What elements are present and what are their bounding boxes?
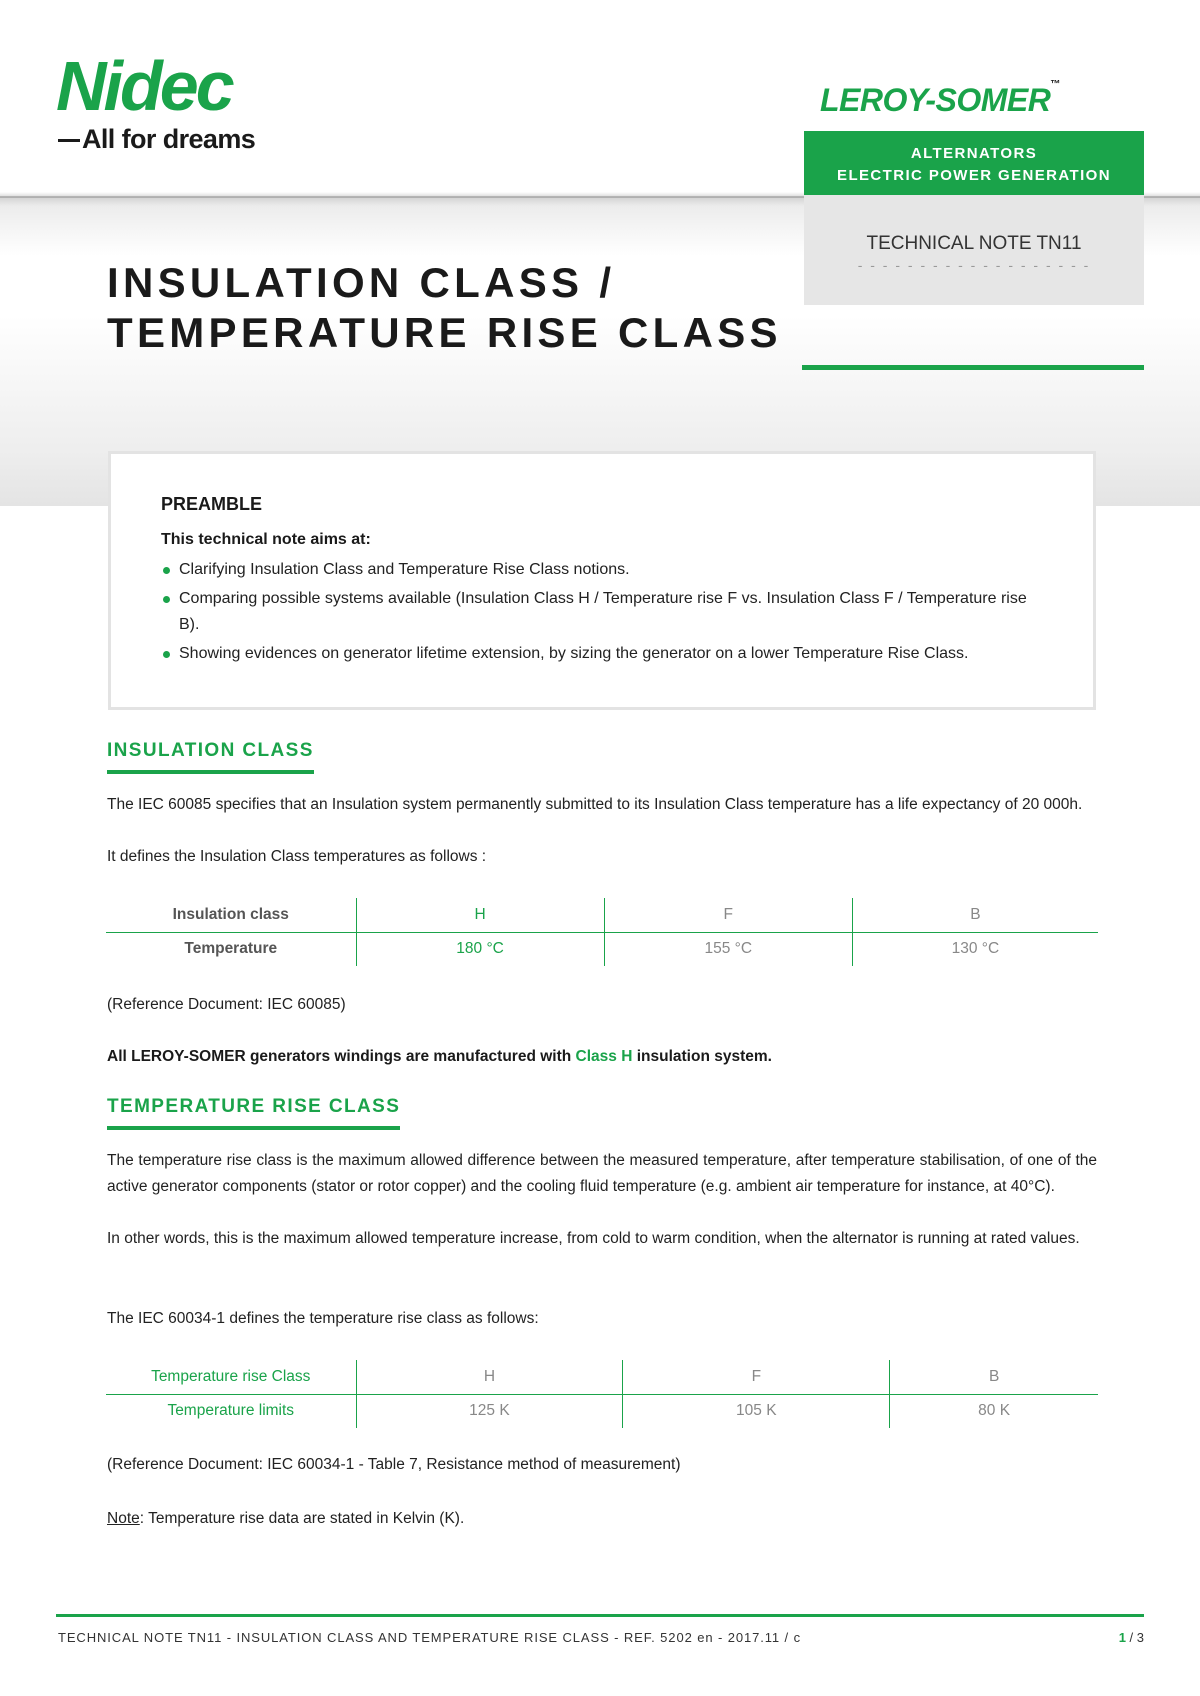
table-header-cell: Insulation class [106, 898, 356, 932]
table-cell: H [356, 1360, 623, 1394]
trademark-symbol: ™ [1050, 79, 1060, 91]
leroy-somer-logo [820, 79, 1060, 119]
table-cell: H [356, 898, 604, 932]
page-number [1119, 1630, 1144, 1645]
temperature-rise-paragraph-1: The temperature rise class is the maximum allowed difference between the measured temperature, after temperature stabilisation, of one of the active generator components (stator or rotor copper) and the cooling fluid temperature (e.g. ambient air temperature for instance, at 40°C). [107, 1152, 1097, 1195]
nidec-logo [56, 52, 312, 122]
table-header-cell: Temperature [184, 940, 278, 958]
leroy-somer-logo-text: LEROY-SOMER [820, 82, 1051, 118]
table-cell: B [890, 1360, 1098, 1394]
table-cell: B [852, 898, 1098, 932]
table-row [106, 898, 1098, 932]
preamble-item-text: Showing evidences on generator lifetime extension, by sizing the generator on a lower Temperature Rise Class. [179, 645, 969, 662]
table-cell: F [604, 898, 852, 932]
preamble-item-text: Comparing possible systems available (Insulation Class H / Temperature rise F vs. Insulation Class F / Temperature rise B). [179, 590, 1027, 633]
preamble-list [161, 557, 1043, 667]
footer-text: TECHNICAL NOTE TN11 - INSULATION CLASS AND TEMPERATURE RISE CLASS - REF. 5202 en - 2017.11 / c [58, 1630, 801, 1645]
statement-text: All LEROY-SOMER generators windings are manufactured with [107, 1048, 576, 1065]
table-cell: F [623, 1360, 890, 1394]
category-line-1: ALTERNATORS [910, 145, 1038, 162]
title-rule [802, 365, 1144, 370]
list-item [161, 586, 1043, 638]
temperature-rise-heading [107, 1096, 400, 1130]
nidec-tagline [58, 124, 255, 155]
category-banner [804, 131, 1144, 195]
preamble-aim: This technical note aims at: [161, 531, 371, 548]
list-item [161, 557, 1043, 583]
statement-text-end: insulation system. [632, 1048, 772, 1065]
heading-underline [107, 770, 314, 774]
preamble-item-text: Clarifying Insulation Class and Temperature Rise Class notions. [179, 561, 630, 578]
table-cell: 80 K [890, 1394, 1098, 1428]
table-cell: 130 °C [852, 932, 1098, 966]
temperature-rise-reference: (Reference Document: IEC 60034-1 - Table 7, Resistance method of measurement) [107, 1456, 681, 1473]
table-cell: 125 K [356, 1394, 623, 1428]
page-separator: / [1125, 1630, 1137, 1645]
table-header-cell: Temperature rise Class [106, 1360, 356, 1394]
temperature-rise-heading-text: TEMPERATURE RISE CLASS [107, 1096, 401, 1117]
tagline-dash [58, 139, 80, 142]
insulation-class-heading [107, 740, 314, 774]
statement-highlight: Class H [575, 1048, 633, 1065]
bullet-icon [163, 596, 170, 603]
table-cell: 155 °C [604, 932, 852, 966]
bullet-icon [163, 567, 170, 574]
temperature-rise-table [106, 1360, 1098, 1428]
bullet-icon [163, 651, 170, 658]
nidec-tagline-text: All for dreams [82, 124, 256, 154]
insulation-reference: (Reference Document: IEC 60085) [107, 996, 346, 1013]
temperature-rise-paragraph-3: The IEC 60034-1 defines the temperature rise class as follows: [107, 1310, 539, 1327]
table-row [106, 1394, 1098, 1428]
document-title-line-2: TEMPERATURE RISE CLASS [107, 309, 782, 356]
table-cell: 105 K [623, 1394, 890, 1428]
document-title [107, 258, 782, 358]
insulation-class-heading-text: INSULATION CLASS [107, 740, 314, 761]
document-title-line-1: INSULATION CLASS / [107, 259, 616, 306]
table-row [106, 932, 1098, 966]
note-label: Note [107, 1510, 140, 1527]
table-header-cell: Temperature limits [167, 1402, 295, 1420]
table-cell: 180 °C [356, 932, 604, 966]
preamble-heading: PREAMBLE [161, 494, 263, 514]
preamble-box [108, 451, 1096, 710]
category-line-2: ELECTRIC POWER GENERATION [837, 167, 1111, 184]
temperature-rise-note [107, 1506, 1097, 1532]
note-text: : Temperature rise data are stated in Kelvin (K). [139, 1510, 465, 1527]
temperature-rise-paragraph-2: In other words, this is the maximum allowed temperature increase, from cold to warm condition, when the alternator is running at rated values. [107, 1230, 1080, 1247]
insulation-class-table [106, 898, 1098, 966]
page-total: 3 [1136, 1630, 1144, 1645]
insulation-paragraph-2: It defines the Insulation Class temperatures as follows : [107, 848, 487, 865]
heading-underline [107, 1126, 400, 1130]
page-current: 1 [1118, 1630, 1126, 1645]
list-item [161, 641, 1043, 667]
technical-note-box [804, 195, 1144, 305]
table-row [106, 1360, 1098, 1394]
footer-rule [56, 1614, 1144, 1617]
technical-note-dashes: - - - - - - - - - - - - - - - - - - - [857, 257, 1091, 273]
insulation-statement [107, 1044, 1097, 1070]
technical-note-title: TECHNICAL NOTE TN11 [866, 233, 1082, 254]
nidec-logo-text: Nidec [56, 52, 232, 122]
insulation-paragraph-1: The IEC 60085 specifies that an Insulation system permanently submitted to its Insulation Class temperature has a life expectancy of 20 000h. [107, 796, 1083, 813]
